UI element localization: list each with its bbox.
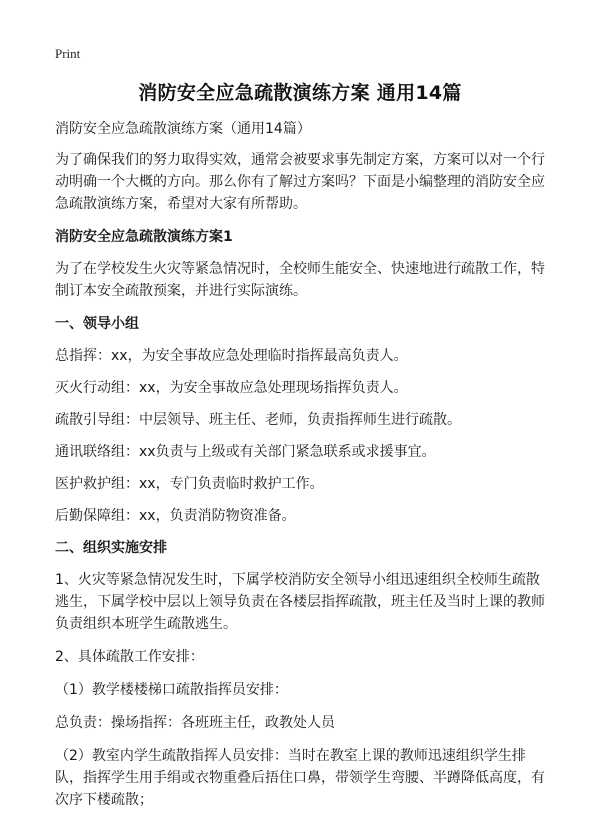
section-intro-paragraph: 为了在学校发生火灾等紧急情况时，全校师生能安全、快速地进行疏散工作，特制订本安全疏散预案，并进行实际演练。 bbox=[55, 261, 545, 299]
document-body bbox=[55, 118, 547, 822]
role-item: 后勤保障组：xx，负责消防物资准备。 bbox=[55, 508, 296, 524]
body-paragraph: 总负责：操场指挥：各班班主任，政教处人员 bbox=[55, 715, 335, 731]
heading-leadership-group: 一、领导小组 bbox=[55, 316, 139, 332]
body-paragraph: （2）教室内学生疏散指挥人员安排：当时在教室上课的教师迅速组织学生排队，指挥学生用手绢或衣物重叠后捂住口鼻，带领学生弯腰、半蹲降低高度，有次序下楼疏散； bbox=[55, 748, 545, 808]
body-paragraph: （1）教学楼楼梯口疏散指挥员安排： bbox=[55, 682, 288, 698]
role-item: 总指挥：xx，为安全事故应急处理临时指挥最高负责人。 bbox=[55, 348, 408, 364]
body-paragraph: 1、火灾等紧急情况发生时，下属学校消防安全领导小组迅速组织全校师生疏散逃生，下属学校中层以上领导负责在各楼层指挥疏散，班主任及当时上课的教师负责组织本班学生疏散逃生。 bbox=[55, 572, 545, 632]
document-title: 消防安全应急疏散演练方案 通用14篇 bbox=[138, 82, 462, 104]
role-item: 医护救护组：xx，专门负责临时救护工作。 bbox=[55, 476, 324, 492]
body-paragraph: 2、具体疏散工作安排： bbox=[55, 649, 204, 665]
print-link[interactable]: Print bbox=[55, 46, 81, 61]
role-item: 疏散引导组：中层领导、班主任、老师，负责指挥师生进行疏散。 bbox=[55, 412, 461, 428]
document-subtitle: 消防安全应急疏散演练方案（通用14篇） bbox=[55, 121, 311, 137]
role-item: 灭火行动组：xx，为安全事故应急处理现场指挥负责人。 bbox=[55, 380, 408, 396]
heading-organization: 二、组织实施安排 bbox=[55, 540, 167, 556]
intro-paragraph: 为了确保我们的努力取得实效，通常会被要求事先制定方案，方案可以对一个行动明确一个大概的方向。那么你有了解过方案吗？下面是小编整理的消防安全应急疏散演练方案，希望对大家有所帮助。 bbox=[55, 152, 545, 212]
section-title: 消防安全应急疏散演练方案1 bbox=[55, 229, 233, 245]
role-item: 通讯联络组：xx负责与上级或有关部门紧急联系或求援事宜。 bbox=[55, 444, 436, 460]
